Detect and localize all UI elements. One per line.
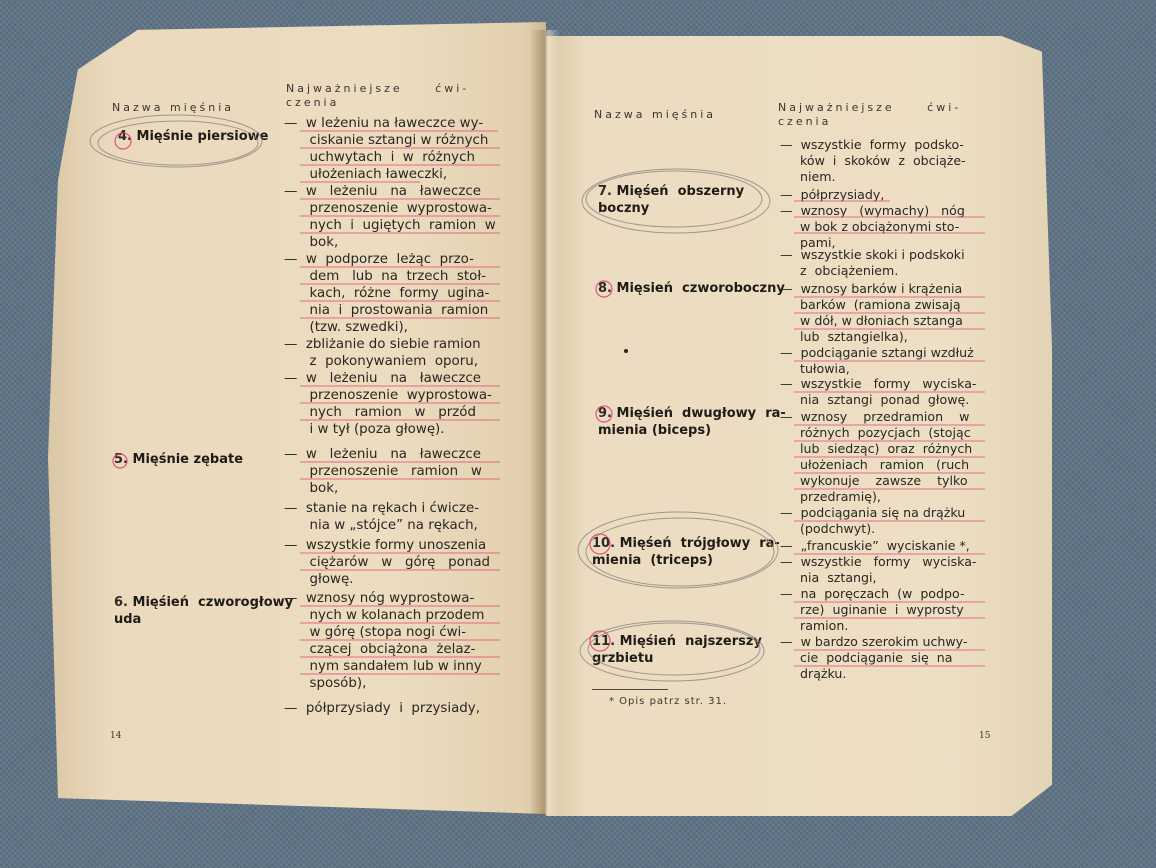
footnote-rule [592, 689, 668, 690]
muscle-number: 7. [598, 184, 612, 199]
right-muscle-9 [598, 405, 786, 439]
right-header-exercises: Najważniejsze ćwi- czenia [778, 101, 962, 128]
left-page-number: 14 [110, 731, 122, 741]
exercise-item: — w leżeniu na ławeczce przenoszenie wyprostowa- nych i ugiętych ramion w bok, [284, 184, 496, 250]
exercise-item: — wszystkie skoki i podskoki z obciążeniem. [780, 247, 965, 278]
exercise-item: — w leżeniu na ławeczce przenoszenie wyprostowa- nych ramion w przód i w tył (poza głowę). [284, 371, 492, 437]
muscle-name: Mięśień dwugłowy ra- mienia (biceps) [598, 406, 786, 438]
muscle-number: 9. [598, 406, 612, 421]
exercise-item: — w leżeniu na ławeczce wy- ciskanie sztangi w różnych uchwytach i w różnych ułożeniach ławeczki, [284, 116, 489, 182]
exercise-item: — w leżeniu na ławeczce przenoszenie ramion w bok, [284, 447, 482, 496]
muscle-name: Mięśnie piersiowe [136, 129, 269, 144]
muscle-name: Mięśień czworogłowy uda [114, 595, 294, 627]
muscle-number: 11. [592, 634, 616, 649]
right-muscle-10 [592, 535, 780, 569]
right-header-muscle-name: Nazwa mięśnia [594, 108, 717, 121]
right-muscle-8 [598, 280, 785, 297]
exercise-item: — „francuskie” wyciskanie *, [780, 538, 970, 553]
exercise-item: — w podporze leżąc przo- dem lub na trzech stoł- kach, różne formy ugina- nia i prostowania ramion (tzw. szwedki), [284, 252, 490, 335]
exercise-item: — podciąganie sztangi wzdłuż tułowia, [780, 345, 974, 376]
exercise-item: — zbliżanie do siebie ramion z pokonywaniem oporu, [284, 337, 481, 369]
left-header-exercises: Najważniejsze ćwi- czenia [286, 82, 470, 109]
muscle-name: Mięśień najszerszy grzbietu [592, 634, 762, 666]
muscle-number: 10. [592, 536, 616, 551]
exercise-item: — wznosy (wymachy) nóg w bok z obciążonymi sto- pami, [780, 203, 965, 250]
book-gutter [530, 30, 560, 816]
exercise-item: — wznosy barków i krążenia barków (ramiona zwisają w dół, w dłoniach sztanga lub sztangielka), [780, 281, 963, 344]
exercise-item: — wznosy przedramion w różnych pozycjach (stojąc lub siedząc) oraz różnych ułożeniach ramion (ruch wykonuje zawsze tylko przedramię), [780, 409, 973, 504]
muscle-number: 5. [114, 452, 128, 467]
left-muscle-5 [114, 451, 243, 468]
exercise-item: — na poręczach (w podpo- rze) uginanie i wyprosty ramion. [780, 586, 965, 633]
left-muscle-6 [114, 594, 293, 628]
exercise-item: — półprzysiady i przysiady, [284, 701, 480, 716]
left-header-muscle-name: Nazwa mięśnia [112, 101, 235, 114]
exercise-item: — wszystkie formy wyciska- nia sztangi, [780, 554, 977, 585]
right-muscle-7 [598, 183, 744, 217]
right-page-number: 15 [979, 731, 991, 741]
exercise-item: — wznosy nóg wyprostowa- nych w kolanach przodem w górę (stopa nogi ćwi- czącej obciążona żelaz- nym sandałem lub w inny sposób), [284, 591, 485, 691]
muscle-name: Mięsień czworoboczny [616, 281, 785, 296]
exercise-item: — podciągania się na drążku (podchwyt). [780, 505, 966, 536]
muscle-name: Mięśeń trójgłowy ra- mienia (triceps) [592, 536, 780, 568]
left-muscle-4 [118, 128, 268, 145]
muscle-name: Mięśnie zębate [132, 452, 244, 467]
muscle-number: 6. [114, 595, 128, 610]
muscle-number: 8. [598, 281, 612, 296]
exercise-item: — stanie na rękach i ćwicze- nia w „stójce” na rękach, [284, 501, 480, 533]
muscle-name: Mięśeń obszerny boczny [598, 184, 745, 216]
exercise-item: — wszystkie formy podsko- ków i skoków z obciąże- niem. [780, 137, 966, 184]
footnote: * Opis patrz str. 31. [609, 696, 728, 707]
exercise-item: — wszystkie formy unoszenia ciężarów w górę ponad głowę. [284, 538, 491, 587]
muscle-number: 4. [118, 129, 132, 144]
exercise-item: — w bardzo szerokim uchwy- cie podciąganie się na drążku. [780, 634, 968, 681]
right-muscle-11 [592, 633, 762, 667]
exercise-item: — wszystkie formy wyciska- nia sztangi ponad głowę. [780, 376, 977, 407]
exercise-item: — półprzysiady, [780, 187, 885, 202]
ink-dot [624, 349, 628, 353]
